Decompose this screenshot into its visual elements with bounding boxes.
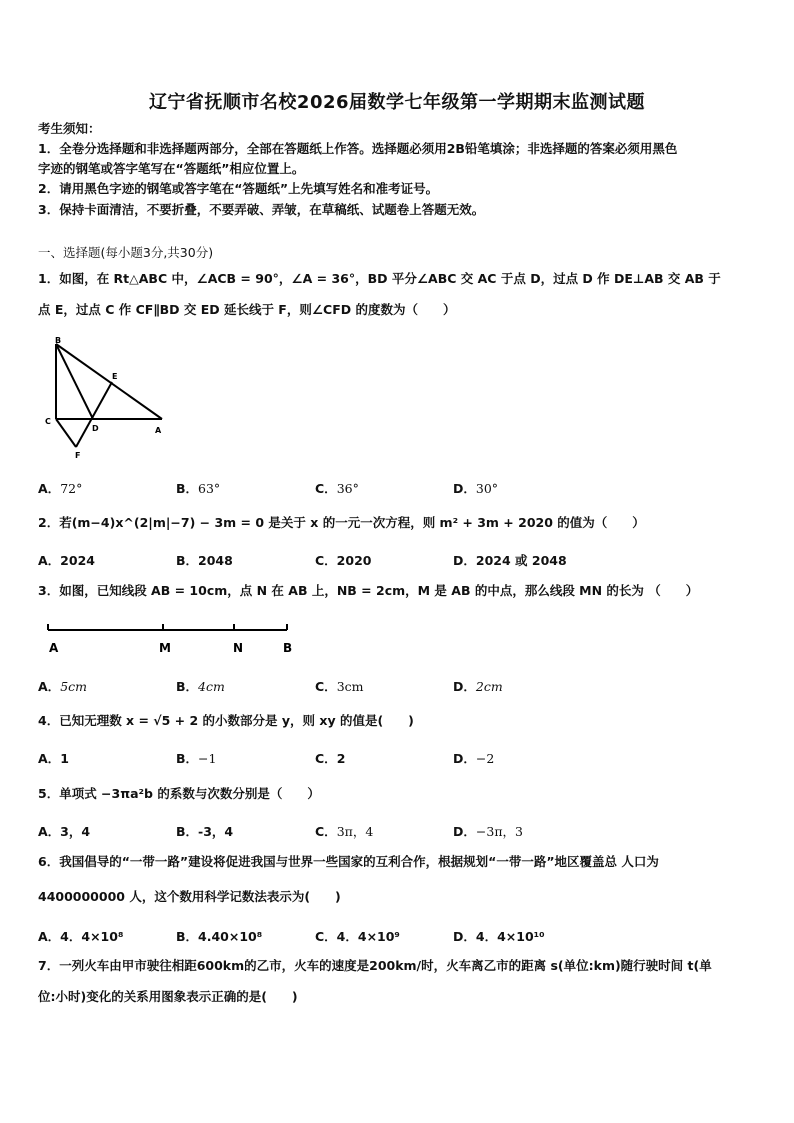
question-1-text-cont: 点 E，过点 C 作 CF∥BD 交 ED 延长线于 F，则∠CFD 的度数为（ ） xyxy=(38,302,456,317)
q5-option-a: A．3，4 xyxy=(38,824,91,839)
q2-option-a: A．2024 xyxy=(38,553,95,568)
question-6-text-cont: 4400000000 人，这个数用科学记数法表示为( ) xyxy=(38,889,341,904)
question-3-text: 3．如图，已知线段 AB = 10cm，点 N 在 AB 上，NB = 2cm，M 是 AB 的中点，那么线段 MN 的长为 （ ） xyxy=(38,583,699,598)
segment-label-m: M xyxy=(159,641,171,655)
notice-item-1-cont: 字迹的钢笔或答字笔写在“答题纸”相应位置上。 xyxy=(38,161,305,176)
figure-label-f: F xyxy=(75,451,81,460)
figure-label-c: C xyxy=(45,417,51,426)
q4-option-c: C．2 xyxy=(315,751,346,766)
q6-option-b: B．4.40×10⁸ xyxy=(176,929,263,944)
q2-option-d: D．2024 或 2048 xyxy=(453,553,567,568)
notice-item-2: 2．请用黑色字迹的钢笔或答字笔在“答题纸”上先填写姓名和准考证号。 xyxy=(38,181,439,196)
q3-option-c: C．3cm xyxy=(315,679,364,694)
question-5-text: 5．单项式 −3πa²b 的系数与次数分别是（ ） xyxy=(38,786,320,801)
question-3-figure xyxy=(40,618,300,658)
section-heading: 一、选择题(每小题3分,共30分) xyxy=(38,245,214,260)
notice-item-3: 3．保持卡面清洁，不要折叠，不要弄破、弄皱，在草稿纸、试题卷上答题无效。 xyxy=(38,202,485,217)
q6-option-d: D．4．4×10¹⁰ xyxy=(453,929,545,944)
q5-option-b: B．-3，4 xyxy=(176,824,234,839)
q1-option-a: A．72° xyxy=(38,481,83,496)
question-7-text-cont: 位:小时)变化的关系用图象表示正确的是( ) xyxy=(38,989,298,1004)
figure-label-d: D xyxy=(92,424,99,433)
page-title: 辽宁省抚顺市名校2026届数学七年级第一学期期末监测试题 xyxy=(148,92,646,113)
q6-option-a: A．4．4×10⁸ xyxy=(38,929,124,944)
q3-option-b: B．4cm xyxy=(176,679,225,694)
q3-option-a: A．5cm xyxy=(38,679,87,694)
q1-option-c: C．36° xyxy=(315,481,359,496)
question-1-text: 1．如图，在 Rt△ABC 中，∠ACB = 90°，∠A = 36°，BD 平分∠ABC 交 AC 于点 D，过点 D 作 DE⊥AB 交 AB 于 xyxy=(38,271,721,286)
q2-option-c: C．2020 xyxy=(315,553,372,568)
question-1-figure xyxy=(40,334,180,464)
q1-option-b: B．63° xyxy=(176,481,221,496)
question-2-text: 2．若(m−4)x^(2|m|−7) − 3m = 0 是关于 x 的一元一次方程，则 m² + 3m + 2020 的值为（ ） xyxy=(38,515,645,530)
segment-label-a: A xyxy=(49,641,59,655)
q6-option-c: C．4．4×10⁹ xyxy=(315,929,400,944)
figure-label-a: A xyxy=(155,426,162,435)
q4-option-d: D．−2 xyxy=(453,751,495,766)
q3-option-d: D．2cm xyxy=(453,679,503,694)
question-6-text: 6．我国倡导的“一带一路”建设将促进我国与世界一些国家的互利合作，根据规划“一带一路”地区覆盖总 人口为 xyxy=(38,854,659,869)
notice-heading: 考生须知： xyxy=(38,121,101,136)
q2-option-b: B．2048 xyxy=(176,553,233,568)
segment-label-n: N xyxy=(233,641,244,655)
question-4-text: 4．已知无理数 x = √5 + 2 的小数部分是 y，则 xy 的值是( ) xyxy=(38,713,414,728)
q5-option-c: C．3π，4 xyxy=(315,824,374,839)
segment-label-b: B xyxy=(283,641,293,655)
q4-option-a: A．1 xyxy=(38,751,69,766)
q4-option-b: B．−1 xyxy=(176,751,217,766)
figure-label-e: E xyxy=(112,372,118,381)
q1-option-d: D．30° xyxy=(453,481,499,496)
question-7-text: 7．一列火车由甲市驶往相距600km的乙市，火车的速度是200km/时，火车离乙市的距离 s(单位:km)随行驶时间 t(单 xyxy=(38,958,712,973)
figure-label-b: B xyxy=(55,336,62,345)
notice-item-1: 1．全卷分选择题和非选择题两部分，全部在答题纸上作答。选择题必须用2B铅笔填涂；非选择题的答案必须用黑色 xyxy=(38,141,678,156)
q5-option-d: D．−3π，3 xyxy=(453,824,523,839)
